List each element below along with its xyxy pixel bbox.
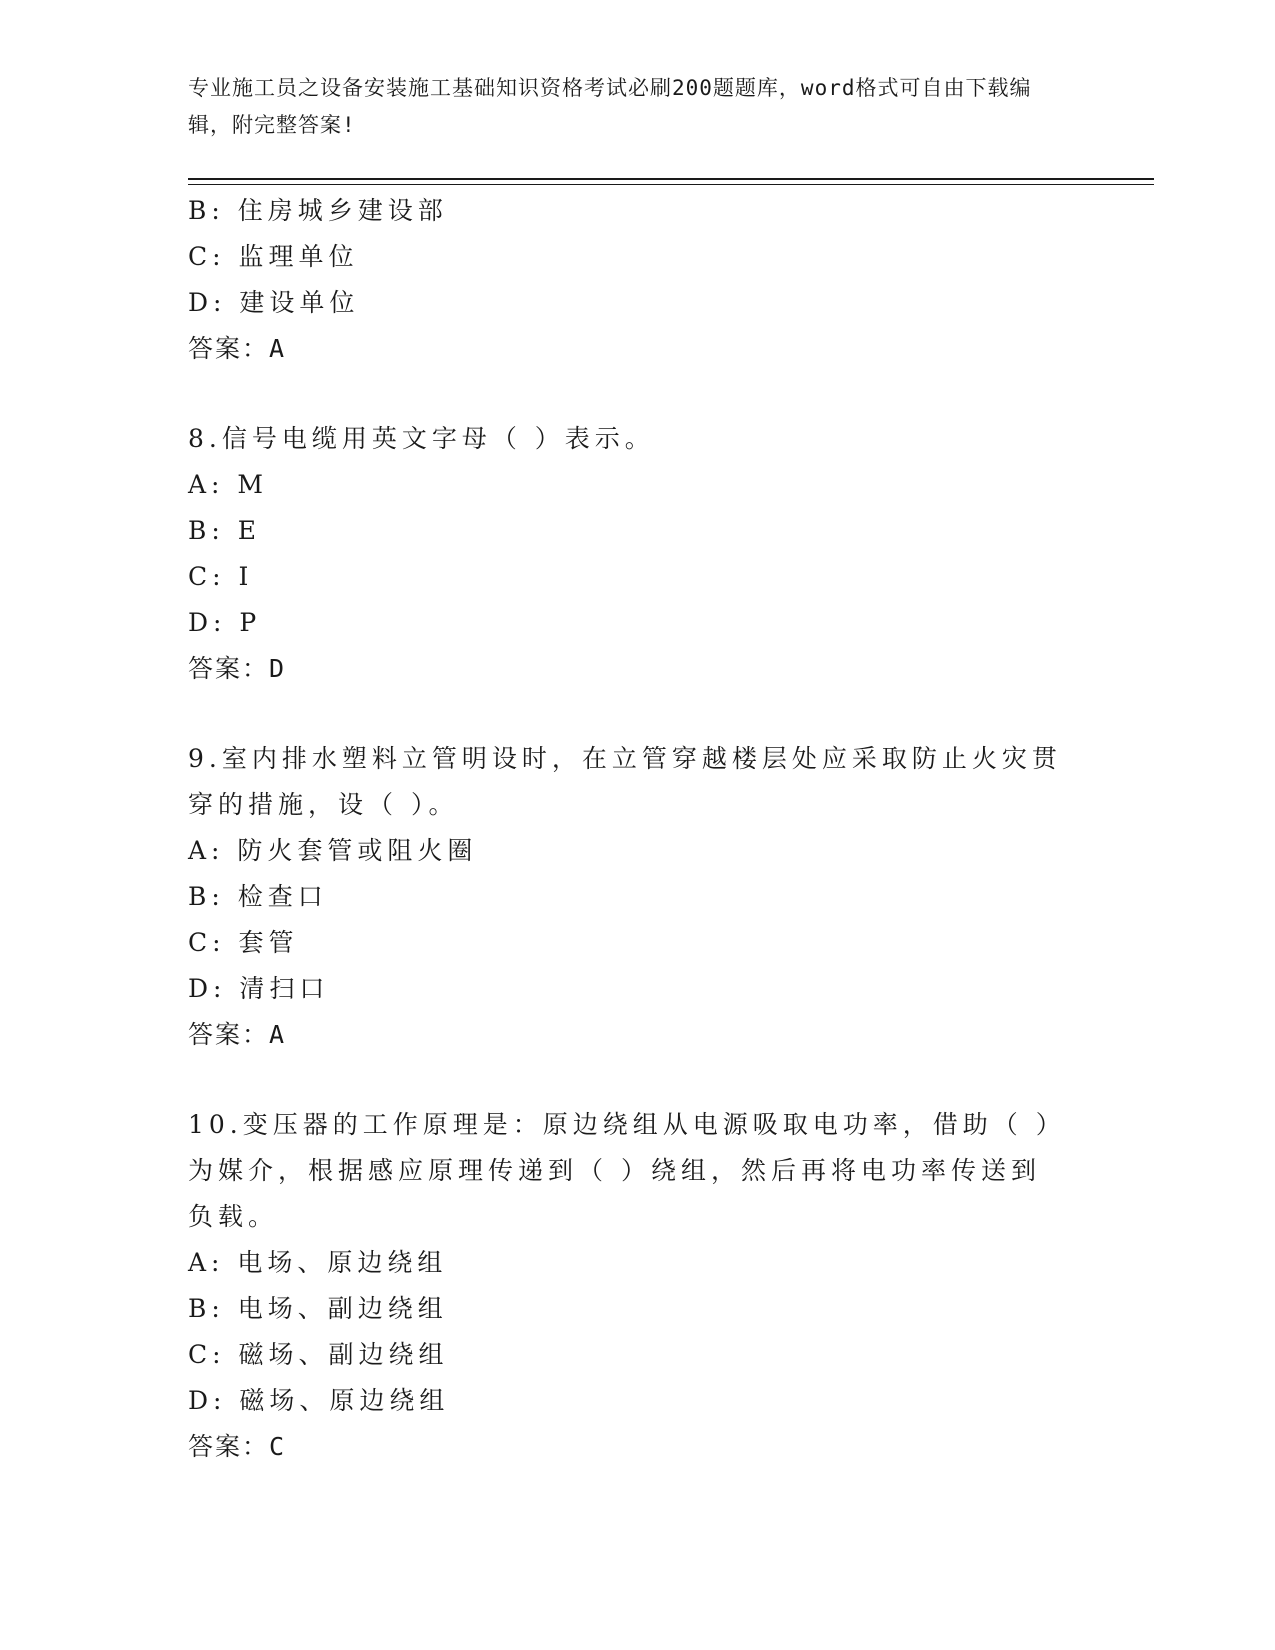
question-8-answer: 答案：D	[188, 654, 287, 683]
question-9-option-d: D: 清扫口	[188, 974, 330, 1003]
question-10-text: 10.变压器的工作原理是：原边绕组从电源吸取电功率，借助（ ）为媒介，根据感应原理传递到（ ）绕组，然后再将电功率传送到负载。	[188, 1110, 1066, 1231]
question-list	[188, 188, 1088, 1470]
question-8-option-a: A: M	[188, 470, 269, 499]
question-9-option-c: C: 套管	[188, 928, 299, 957]
question-9-option-b: B: 检查口	[188, 882, 328, 911]
option-c: C: 监理单位	[188, 242, 359, 271]
question-8-block	[188, 416, 1088, 692]
question-10-block	[188, 1102, 1088, 1470]
question-8-option-c: C: I	[188, 562, 254, 591]
document-header: 专业施工员之设备安装施工基础知识资格考试必刷200题题库，word格式可自由下载编辑，附完整答案!	[188, 76, 1032, 137]
header-divider-thick	[188, 178, 1154, 180]
header-divider-thin	[188, 184, 1154, 185]
question-9-block	[188, 736, 1088, 1058]
option-b: B: 住房城乡建设部	[188, 196, 448, 225]
question-10-option-b: B: 电场、副边绕组	[188, 1294, 448, 1323]
question-10-option-d: D: 磁场、原边绕组	[188, 1386, 450, 1415]
question-9-text: 9.室内排水塑料立管明设时，在立管穿越楼层处应采取防止火灾贯穿的措施，设（ ）。	[188, 744, 1062, 819]
partial-question-block	[188, 188, 1088, 372]
question-10-answer: 答案：C	[188, 1432, 287, 1461]
question-8-option-b: B: E	[188, 516, 261, 545]
question-9-answer: 答案：A	[188, 1020, 287, 1049]
question-10-option-a: A: 电场、原边绕组	[188, 1248, 448, 1277]
option-d: D: 建设单位	[188, 288, 360, 317]
question-9-option-a: A: 防火套管或阻火圈	[188, 836, 478, 865]
question-8-text: 8.信号电缆用英文字母（ ）表示。	[188, 424, 655, 453]
answer-line: 答案：A	[188, 334, 287, 363]
question-8-option-d: D: P	[188, 608, 262, 637]
question-10-option-c: C: 磁场、副边绕组	[188, 1340, 449, 1369]
